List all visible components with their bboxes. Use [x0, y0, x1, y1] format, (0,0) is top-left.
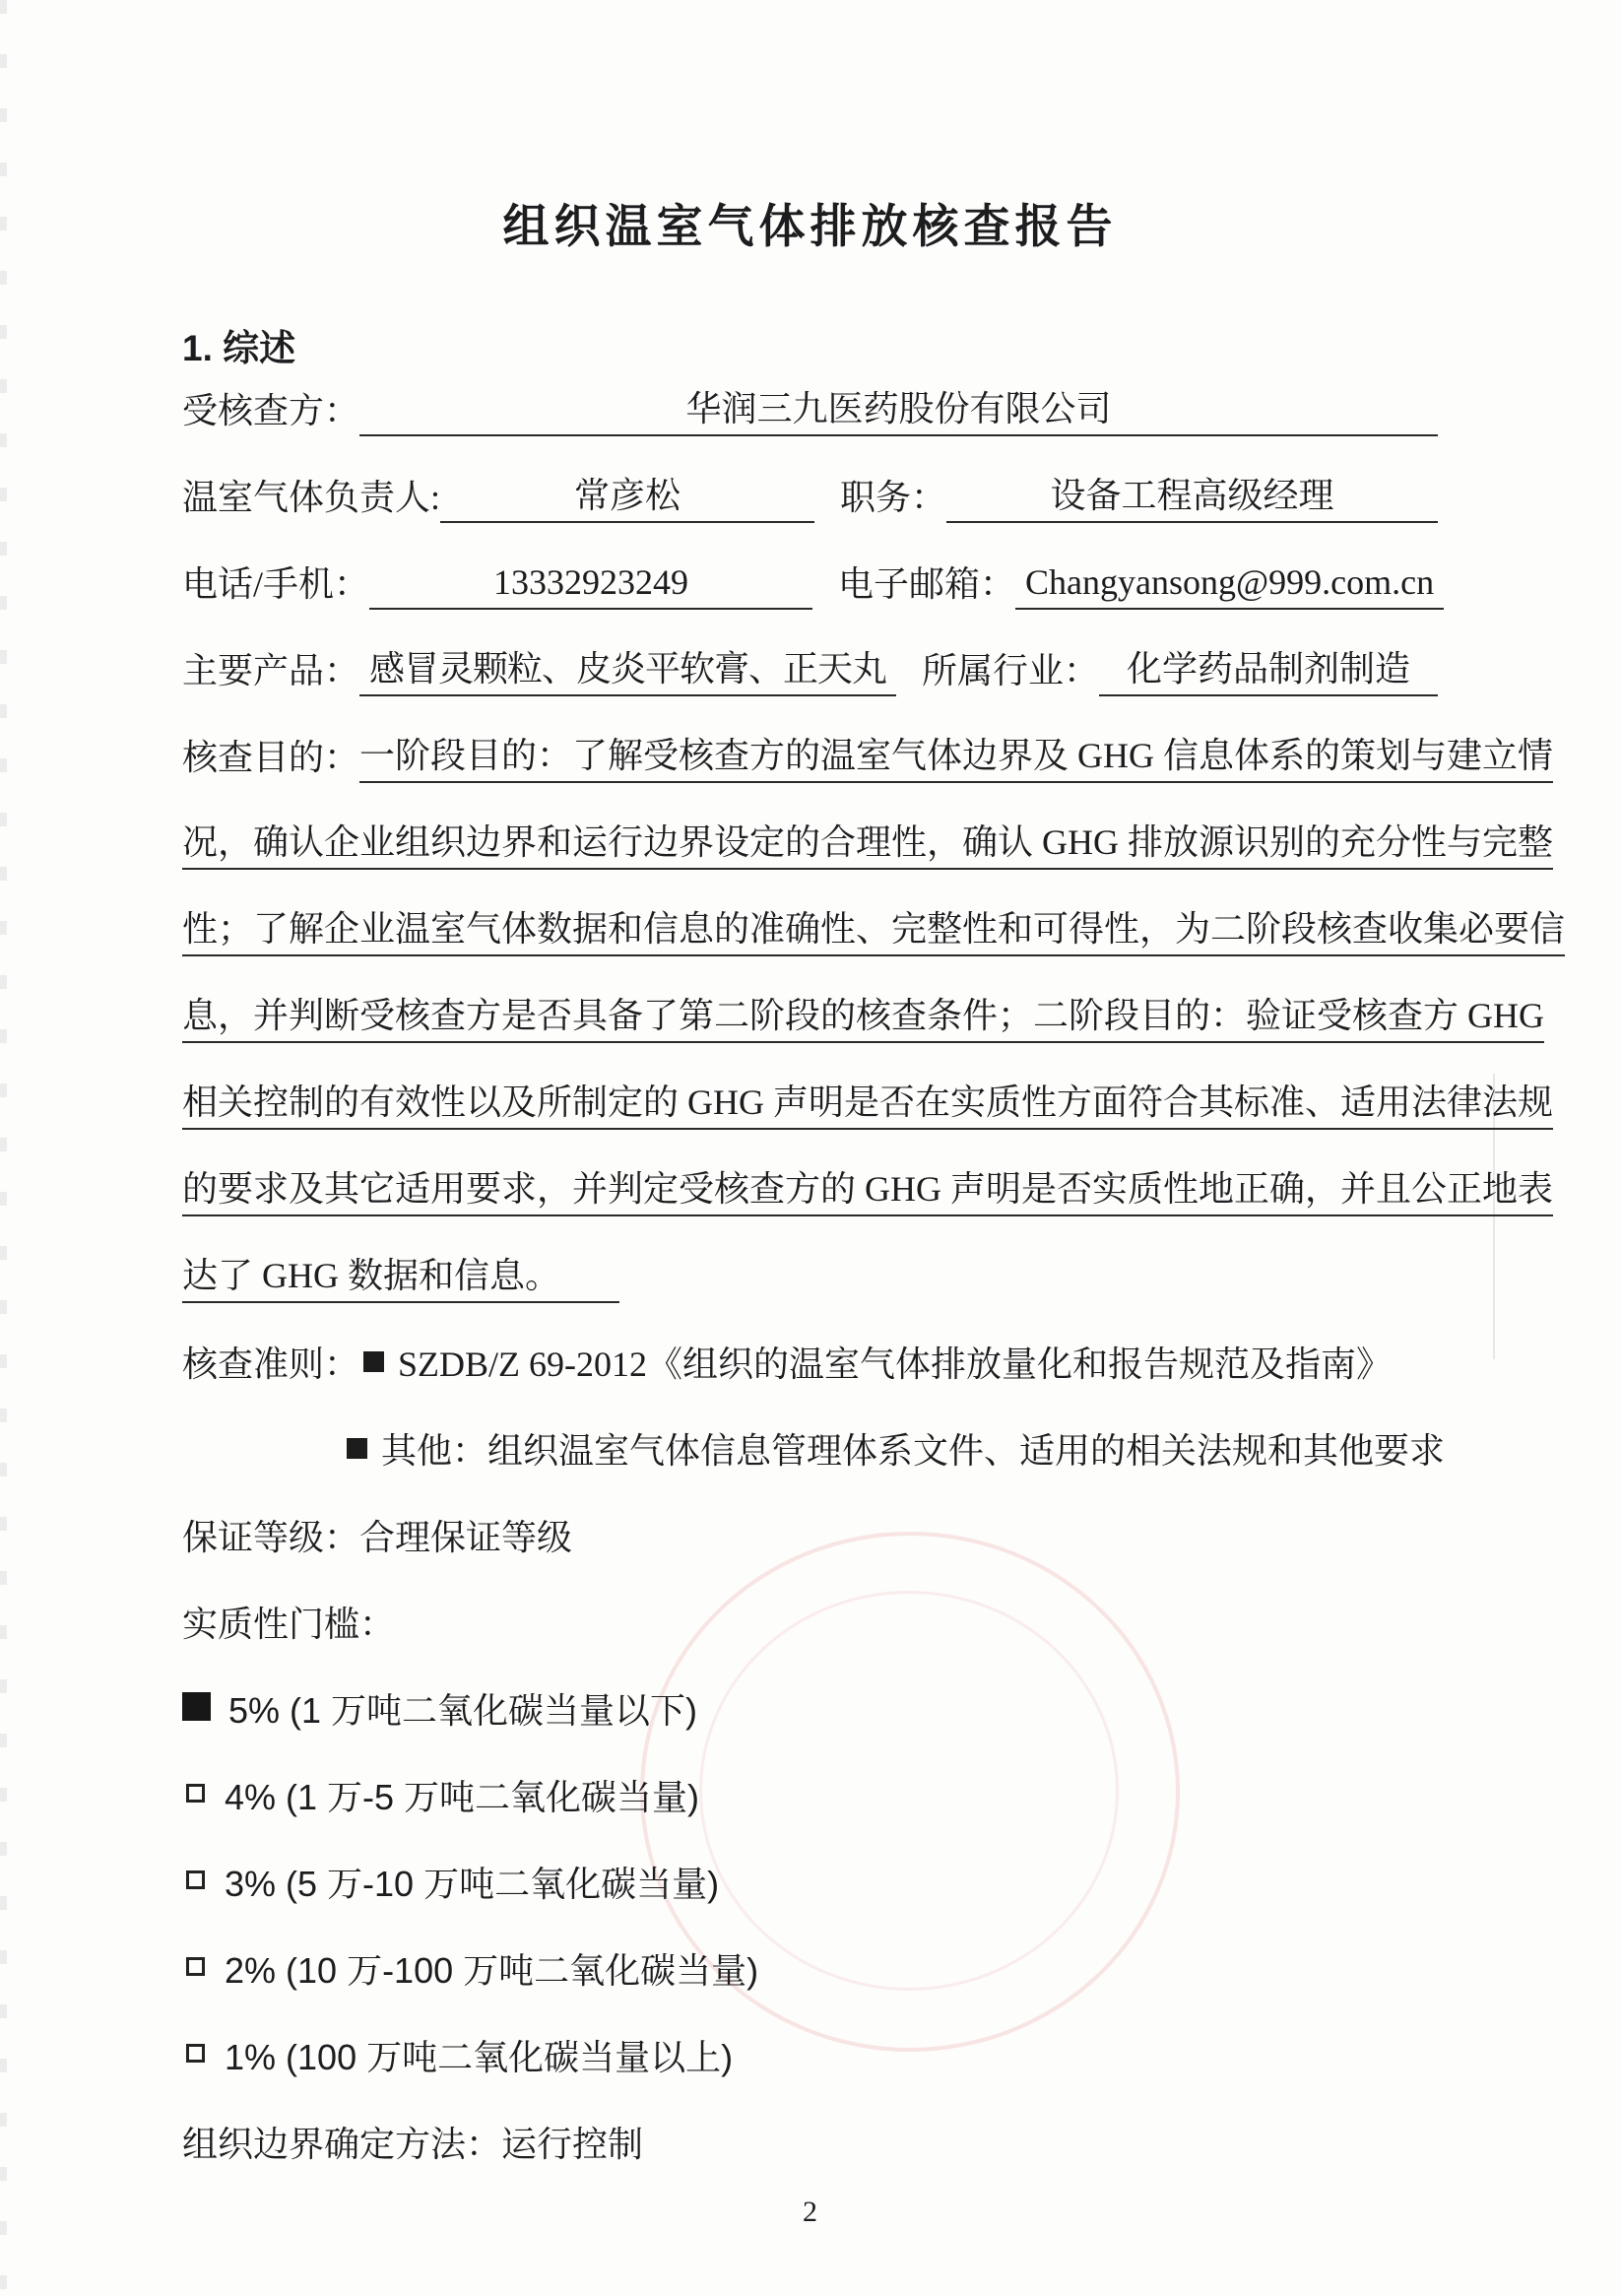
- threshold-label: 4% (1 万-5 万吨二氧化碳当量): [225, 1776, 700, 1817]
- threshold-label: 3% (5 万-10 万吨二氧化碳当量): [225, 1863, 720, 1904]
- assurance-label: 保证等级：: [182, 1517, 360, 1557]
- materiality-row: [182, 1563, 1438, 1650]
- scan-edge-artifact: [0, 0, 7, 2296]
- verified-party-value: 华润三九医药股份有限公司: [359, 389, 1438, 436]
- purpose-line-7: [182, 1216, 1438, 1303]
- threshold-item: [182, 1865, 719, 1910]
- products-row: [182, 610, 1438, 696]
- position-value: 设备工程高级经理: [946, 476, 1438, 523]
- threshold-row-5pct: [182, 1650, 1438, 1737]
- purpose-text: 性；了解企业温室气体数据和信息的准确性、完整性和可得性，为二阶段核查收集必要信: [182, 909, 1565, 956]
- criteria-item: [345, 1431, 1445, 1476]
- threshold-label: 2% (10 万-100 万吨二氧化碳当量): [225, 1949, 759, 1991]
- threshold-label: 5% (1 万吨二氧化碳当量以下): [228, 1689, 698, 1731]
- products-value: 感冒灵颗粒、皮炎平软膏、正天丸: [359, 649, 896, 696]
- purpose-line-3: [182, 870, 1566, 956]
- criteria-row-1: [182, 1303, 1438, 1390]
- email-label: 电子邮箱：: [838, 563, 1016, 604]
- threshold-row-2pct: [182, 1910, 1438, 1997]
- square-bullet-icon: [347, 1438, 367, 1459]
- threshold-item: [182, 1951, 758, 1997]
- purpose-label: 核查目的：: [182, 737, 360, 777]
- criteria-row-2: [182, 1390, 1446, 1476]
- threshold-row-1pct: [182, 1997, 1438, 2083]
- boundary-label: 组织边界确定方法：: [182, 2124, 502, 2164]
- document-title: 组织温室气体排放核查报告: [502, 200, 1118, 252]
- ghg-manager-row: [182, 436, 1438, 523]
- phone-value: 13332923249: [369, 562, 812, 610]
- page-number: 2: [803, 2196, 817, 2229]
- assurance-value: 合理保证等级: [359, 1517, 573, 1557]
- criteria-item: [359, 1345, 1392, 1390]
- threshold-item: [182, 2038, 733, 2083]
- checkbox-empty-icon: [186, 2044, 205, 2063]
- verified-party-row: [182, 360, 1438, 436]
- purpose-text: 息，并判断受核查方是否具备了第二阶段的核查条件；二阶段目的：验证受核查方 GHG: [182, 996, 1544, 1043]
- section-heading: 1. 综述: [182, 328, 296, 369]
- threshold-item: [182, 1778, 699, 1823]
- criteria-label: 核查准则：: [182, 1344, 360, 1384]
- purpose-line-6: [182, 1130, 1553, 1216]
- boundary-row: [182, 2083, 1438, 2170]
- checkbox-empty-icon: [186, 1784, 205, 1803]
- checkbox-filled-icon: [182, 1692, 211, 1721]
- purpose-line-1: [182, 696, 1554, 783]
- checkbox-empty-icon: [186, 1870, 205, 1889]
- purpose-text: 相关控制的有效性以及所制定的 GHG 声明是否在实质性方面符合其标准、适用法律法规: [182, 1082, 1553, 1130]
- threshold-label: 1% (100 万吨二氧化碳当量以上): [225, 2036, 734, 2077]
- materiality-label: 实质性门槛：: [182, 1604, 396, 1644]
- industry-value: 化学药品制剂制造: [1099, 649, 1438, 696]
- criteria-item-text: SZDB/Z 69-2012《组织的温室气体排放量化和报告规范及指南》: [398, 1344, 1393, 1384]
- purpose-text: 一阶段目的：了解受核查方的温室气体边界及 GHG 信息体系的策划与建立情: [359, 736, 1553, 783]
- purpose-line-2: [182, 783, 1553, 870]
- document-content: [182, 0, 1566, 2229]
- threshold-item: [182, 1691, 697, 1737]
- threshold-row-3pct: [182, 1823, 1438, 1910]
- boundary-value: 运行控制: [501, 2124, 644, 2164]
- checkbox-empty-icon: [186, 1957, 205, 1976]
- purpose-line-5: [182, 1043, 1553, 1130]
- purpose-line-4: [182, 956, 1544, 1043]
- position-label: 职务：: [840, 477, 947, 517]
- phone-row: [182, 523, 1438, 610]
- email-value: Changyansong@999.com.cn: [1015, 562, 1444, 610]
- verified-party-label: 受核查方：: [182, 390, 360, 430]
- ghg-manager-label: 温室气体负责人:: [182, 477, 441, 517]
- ghg-manager-value: 常彦松: [440, 476, 814, 523]
- purpose-text: 况，确认企业组织边界和运行边界设定的合理性，确认 GHG 排放源识别的充分性与完整: [182, 822, 1553, 870]
- threshold-row-4pct: [182, 1737, 1438, 1823]
- assurance-row: [182, 1476, 1438, 1563]
- products-label: 主要产品：: [182, 650, 360, 690]
- purpose-text: 的要求及其它适用要求，并判定受核查方的 GHG 声明是否实质性地正确，并且公正地表: [182, 1169, 1553, 1216]
- criteria-item-text: 其他：组织温室气体信息管理体系文件、适用的相关法规和其他要求: [381, 1430, 1446, 1471]
- phone-label: 电话/手机：: [182, 563, 370, 604]
- industry-label: 所属行业：: [922, 650, 1100, 690]
- square-bullet-icon: [363, 1351, 384, 1372]
- purpose-text: 达了 GHG 数据和信息。: [182, 1256, 619, 1303]
